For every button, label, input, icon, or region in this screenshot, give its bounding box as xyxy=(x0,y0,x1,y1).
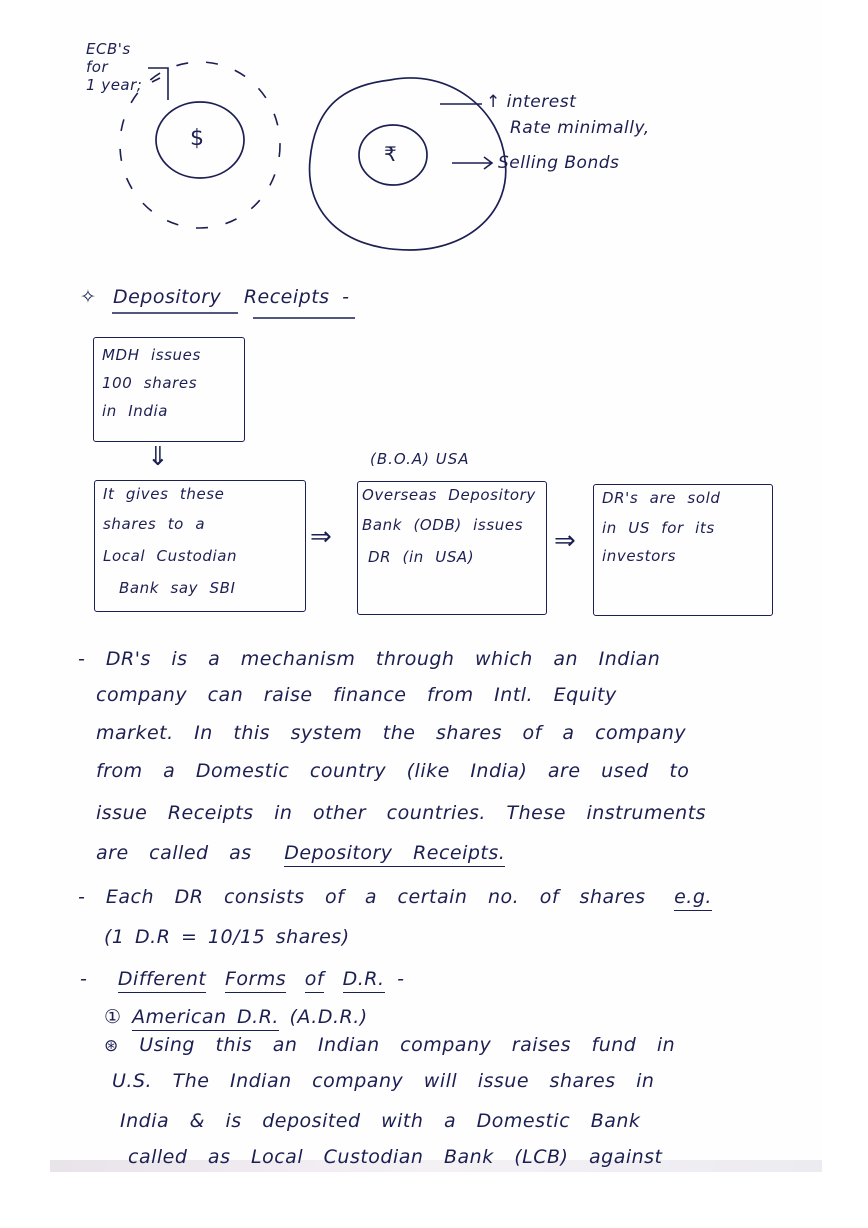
underlined-term: Depository Receipts. xyxy=(284,842,505,867)
underlined-term: Forms xyxy=(225,968,286,993)
note-line: from a Domestic country (like India) are used to xyxy=(96,760,690,782)
box-line: Local Custodian xyxy=(103,547,238,565)
circled-number-icon: ① xyxy=(104,1006,122,1028)
flow-box-us-investors xyxy=(593,484,773,616)
note-line: called as Local Custodian Bank (LCB) against xyxy=(128,1146,663,1168)
box-line: DR (in USA) xyxy=(368,548,475,566)
box-line: DR's are sold xyxy=(602,489,721,507)
note-line xyxy=(78,886,712,908)
flow-box-custodian xyxy=(94,480,306,612)
ecb-label-line: ECB's xyxy=(86,40,131,58)
item-1-title xyxy=(104,1006,368,1028)
dollar-symbol: $ xyxy=(190,126,205,151)
box-line: in India xyxy=(102,402,169,420)
note-line: India & is deposited with a Domestic Bank xyxy=(120,1110,641,1132)
underlined-term: American D.R. xyxy=(132,1006,279,1031)
note-line: - DR's is a mechanism through which an Indian xyxy=(78,648,661,670)
box-line: investors xyxy=(602,547,677,565)
box-line: Bank (ODB) issues xyxy=(362,516,524,534)
box-line: Bank say SBI xyxy=(119,579,236,597)
ecb-label-line: 1 year; xyxy=(86,76,143,94)
heading-dash: - xyxy=(342,286,350,308)
section-heading xyxy=(80,286,349,308)
box-line: in US for its xyxy=(602,519,715,537)
heading-word: Receipts xyxy=(243,286,330,308)
underlined-term: D.R. xyxy=(343,968,385,993)
ecb-label-line: for xyxy=(86,58,109,76)
rupee-symbol: ₹ xyxy=(384,142,398,166)
flow-box-odb xyxy=(357,481,547,615)
note-text: - Each DR consists of a certain no. of shares xyxy=(78,886,646,908)
note-dash: - xyxy=(397,968,405,990)
forms-heading xyxy=(80,968,404,990)
flow-box-mdh xyxy=(93,337,245,442)
note-text: (A.D.R.) xyxy=(289,1006,368,1028)
bonds-annotation: Selling Bonds xyxy=(498,153,620,173)
underlined-term: e.g. xyxy=(674,886,712,911)
down-arrow-icon: ⇓ xyxy=(147,442,169,472)
underlined-term: of xyxy=(305,968,324,993)
rate-annotation: Rate minimally, xyxy=(510,118,650,138)
note-text: Using this an Indian company raises fund in xyxy=(139,1034,676,1056)
box-line: It gives these xyxy=(103,485,225,503)
note-text: are called as xyxy=(96,842,252,864)
note-line: company can raise finance from Intl. Equity xyxy=(96,684,617,706)
note-line: U.S. The Indian company will issue shares in xyxy=(112,1070,655,1092)
note-line: market. In this system the shares of a company xyxy=(96,722,687,744)
note-dash: - xyxy=(80,968,88,990)
right-arrow-icon: ⇒ xyxy=(554,526,576,556)
box-line: MDH issues xyxy=(102,346,201,364)
boa-caption: (B.O.A) USA xyxy=(370,450,470,468)
underlined-term: Different xyxy=(118,968,206,993)
note-line: (1 D.R = 10/15 shares) xyxy=(104,926,350,948)
ecb-label xyxy=(86,40,142,94)
right-arrow-icon: ⇒ xyxy=(310,522,332,552)
scribbled-bullet-icon: ⊛ xyxy=(104,1036,119,1056)
note-line xyxy=(104,1034,675,1056)
interest-annotation: ↑ interest xyxy=(486,92,577,112)
heading-word: Depository xyxy=(112,286,222,308)
star-bullet-icon: ✧ xyxy=(80,286,97,308)
box-line: Overseas Depository xyxy=(362,486,536,504)
note-line xyxy=(96,842,505,864)
note-line: issue Receipts in other countries. These instruments xyxy=(96,802,707,824)
box-line: shares to a xyxy=(103,515,206,533)
box-line: 100 shares xyxy=(102,374,198,392)
